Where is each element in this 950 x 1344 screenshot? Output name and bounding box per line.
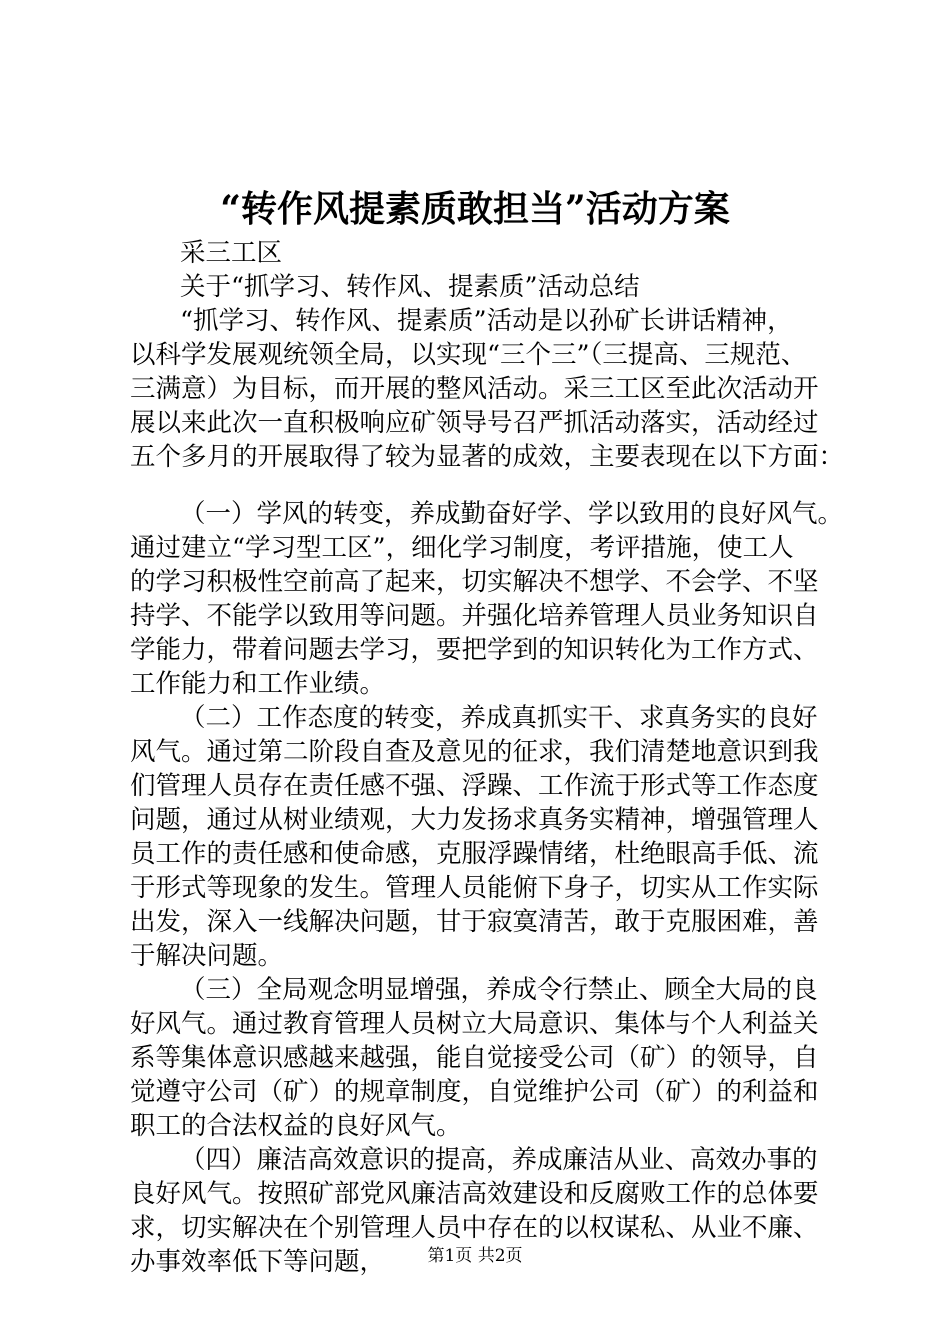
text-line: 展以来此次一直积极响应矿领导号召严抓活动落实，活动经过 (130, 408, 819, 438)
text-line: 问题，通过从树业绩观，大力发扬求真务实精神，增强管理人 (130, 805, 819, 835)
text-line: 系等集体意识感越来越强，能自觉接受公司（矿）的领导，自 (130, 1043, 819, 1073)
text-line: （四）廉洁高效意识的提高，养成廉洁从业、高效办事的 (180, 1145, 818, 1175)
text-line: 的学习积极性空前高了起来，切实解决不想学、不会学、不坚 (130, 567, 819, 597)
text-line: 于形式等现象的发生。管理人员能俯下身子，切实从工作实际 (130, 873, 819, 903)
text-line: 以科学发展观统领全局，以实现“三个三”（三提高、三规范、 (130, 340, 807, 370)
text-line: 良好风气。按照矿部党风廉洁高效建设和反腐败工作的总体要 (130, 1179, 819, 1209)
text-line: 持学、不能学以致用等问题。并强化培养管理人员业务知识自 (130, 601, 819, 631)
text-line: （一）学风的转变，养成勤奋好学、学以致用的良好风气。 (180, 499, 844, 529)
text-line: “抓学习、转作风、提素质”活动是以孙矿长讲话精神， (180, 306, 793, 336)
text-line: 职工的合法权益的良好风气。 (130, 1111, 462, 1141)
text-line: 于解决问题。 (130, 941, 284, 971)
document-title: “转作风提素质敢担当”活动方案 (220, 188, 730, 230)
text-line: 通过建立“学习型工区”，细化学习制度，考评措施，使工人 (130, 533, 794, 563)
text-line: 五个多月的开展取得了较为显著的成效，主要表现在以下方面： (130, 442, 845, 472)
text-line: 三满意）为目标，而开展的整风活动。采三工区至此次活动开 (130, 374, 819, 404)
text-line: 关于“抓学习、转作风、提素质”活动总结 (180, 272, 640, 302)
text-line: 工作能力和工作业绩。 (130, 669, 386, 699)
text-line: 觉遵守公司（矿）的规章制度，自觉维护公司（矿）的利益和 (130, 1077, 819, 1107)
text-line: 求，切实解决在个别管理人员中存在的以权谋私、从业不廉、 (130, 1213, 819, 1243)
text-line: 风气。通过第二阶段自查及意见的征求，我们清楚地意识到我 (130, 737, 819, 767)
text-line: 们管理人员存在责任感不强、浮躁、工作流于形式等工作态度 (130, 771, 819, 801)
text-line: 采三工区 (180, 238, 283, 268)
text-line: 好风气。通过教育管理人员树立大局意识、集体与个人利益关 (130, 1009, 819, 1039)
text-line: 学能力，带着问题去学习，要把学到的知识转化为工作方式、 (130, 635, 819, 665)
text-line: （二）工作态度的转变，养成真抓实干、求真务实的良好 (180, 703, 818, 733)
text-line: 员工作的责任感和使命感，克服浮躁情绪，杜绝眼高手低、流 (130, 839, 819, 869)
page-footer: 第1页 共2页 (427, 1246, 523, 1266)
text-line: 办事效率低下等问题， (130, 1247, 386, 1277)
text-line: 出发，深入一线解决问题，甘于寂寞清苦，敢于克服困难，善 (130, 907, 819, 937)
text-line: （三）全局观念明显增强，养成令行禁止、顾全大局的良 (180, 975, 818, 1005)
